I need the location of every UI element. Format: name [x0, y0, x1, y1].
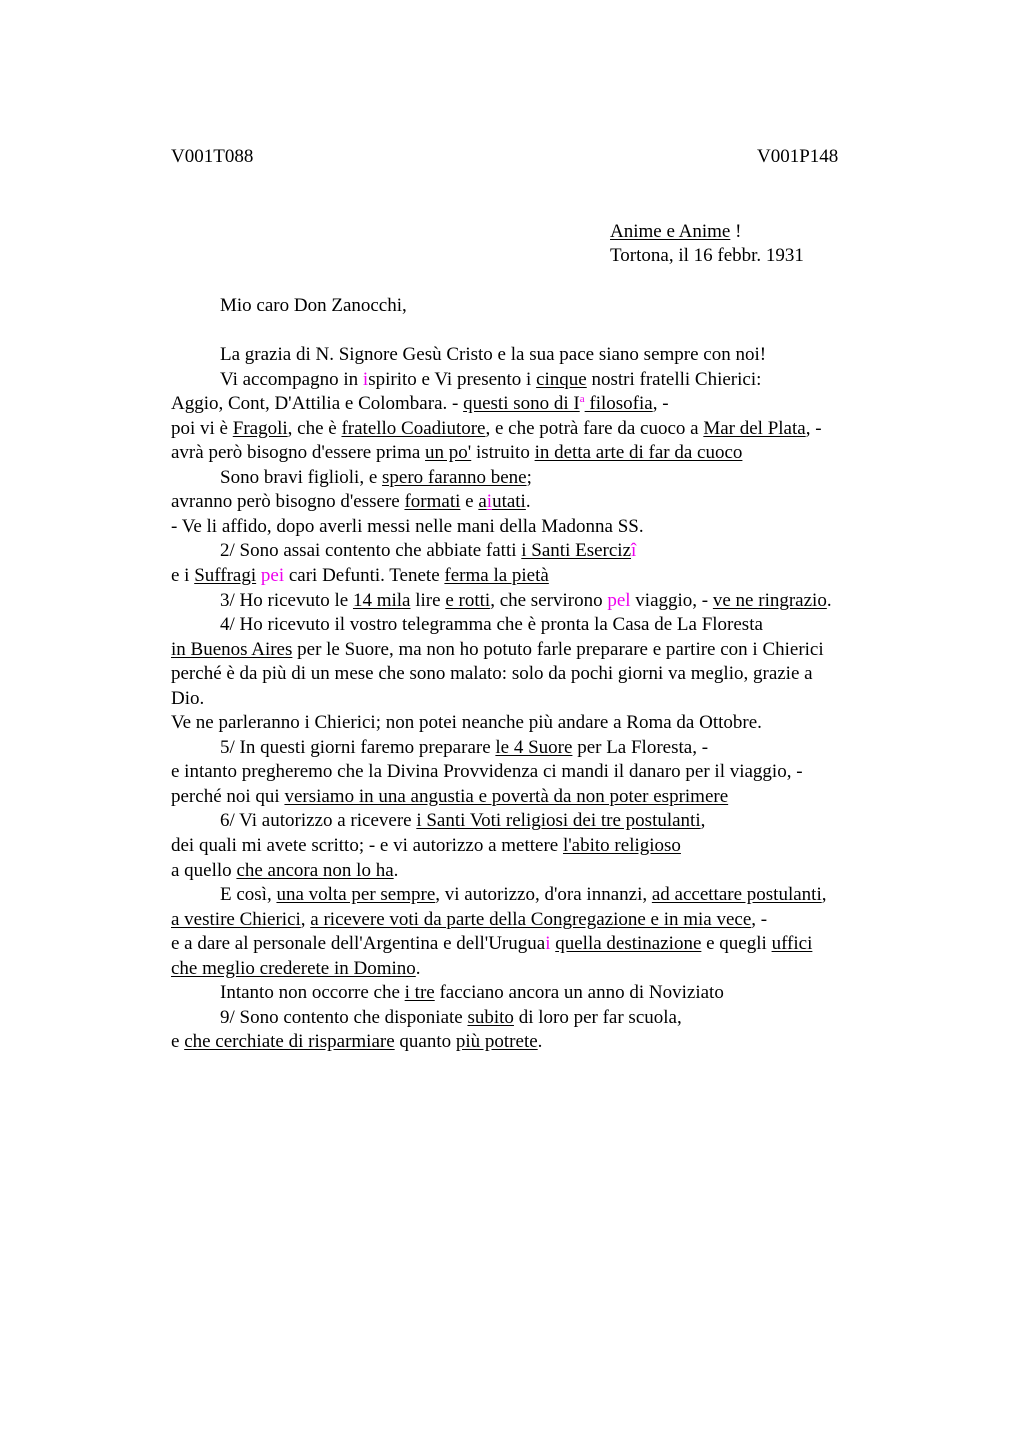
underlined-text: ve ne ringrazio [712, 589, 827, 611]
letter-line [171, 1030, 951, 1055]
line-text: quanto [394, 1031, 456, 1053]
line-text: per La Floresta, - [572, 736, 709, 758]
line-text: Aggio, Cont, D'Attilia e Colombara. - [171, 393, 464, 415]
letter-line [171, 441, 951, 466]
line-text: , - [805, 417, 822, 439]
line-text: spirito e Vi presento i [368, 368, 537, 390]
correction-text: a [579, 393, 585, 406]
line-text: e quegli [701, 933, 772, 955]
line-text: Dio. [171, 687, 205, 709]
letter-heading [610, 220, 804, 269]
underlined-text: una volta per sempre [276, 884, 436, 906]
line-text: 6/ Vi autorizzo a ricevere [220, 810, 417, 832]
correction-text: i [362, 368, 369, 390]
letter-line [171, 564, 951, 589]
line-text: , [821, 884, 827, 906]
line-text: . [826, 589, 832, 611]
letter-line [171, 908, 951, 933]
underlined-text: e rotti [445, 589, 491, 611]
line-text: , [700, 810, 706, 832]
line-text: e [460, 491, 479, 513]
line-text: , vi autorizzo, d'ora innanzi, [435, 884, 652, 906]
line-text: 2/ Sono assai contento che abbiate fatti [220, 540, 522, 562]
place-date: Tortona, il 16 febbr. 1931 [610, 245, 804, 267]
letter-line [171, 539, 951, 564]
letter-line [171, 932, 951, 957]
letter-line [171, 883, 951, 908]
correction-text: i [545, 933, 551, 955]
underlined-text: subito [467, 1006, 514, 1028]
line-text: di loro per far scuola, [513, 1006, 682, 1028]
letter-line [171, 662, 951, 687]
line-text: per le Suore, ma non ho potuto farle preparare e partire con i Chierici [292, 638, 824, 660]
line-text: dei quali mi avete scritto; - e vi autorizzo a mettere [171, 835, 563, 857]
underlined-text: cinque [536, 368, 587, 390]
underlined-text: Fragoli [232, 417, 288, 439]
letter-title [610, 220, 804, 244]
correction-text: pei [260, 565, 285, 587]
line-text: avrà però bisogno d'essere prima [171, 442, 426, 464]
underlined-text: le 4 Suore [495, 736, 573, 758]
line-text: e a dare al personale dell'Argentina e dell'Urugua [171, 933, 546, 955]
line-text: Ve ne parleranno i Chierici; non potei neanche più andare a Roma da Ottobre. [171, 712, 762, 734]
line-text: cari Defunti. Tenete [284, 565, 445, 587]
underlined-text: a vestire Chierici [171, 908, 301, 930]
line-text: perché noi qui [171, 785, 285, 807]
line-text: a quello [171, 859, 237, 881]
underlined-text: in Buenos Aires [171, 638, 293, 660]
letter-line [171, 785, 951, 810]
line-text: 3/ Ho ricevuto le [220, 589, 353, 611]
underlined-text: più potrete [455, 1031, 538, 1053]
line-text: 4/ Ho ricevuto il vostro telegramma che è pronta la Casa de La Floresta [220, 614, 763, 636]
letter-line [171, 736, 951, 761]
underlined-text: formati [404, 491, 461, 513]
line-text: , [300, 908, 311, 930]
line-text: 9/ Sono contento che disponiate [220, 1006, 468, 1028]
line-text: poi vi è [171, 417, 233, 439]
letter-line [171, 343, 951, 368]
letter-line [171, 368, 951, 393]
underlined-text: Suffragi [194, 565, 257, 587]
letter-line [171, 711, 951, 736]
line-text: istruito [471, 442, 535, 464]
line-text: Sono bravi figlioli, e [220, 466, 383, 488]
underlined-text: i tre [404, 982, 435, 1004]
underlined-text: fratello Coadiutore [341, 417, 486, 439]
paragraph-gap [171, 319, 951, 344]
letter-line [171, 981, 951, 1006]
line-text: lire [410, 589, 446, 611]
letter-line [171, 515, 951, 540]
line-text: . [393, 859, 399, 881]
letter-line [171, 809, 951, 834]
line-text: Intanto non occorre che [220, 982, 405, 1004]
line-text: , che servirono [490, 589, 608, 611]
underlined-text: che ancora non lo ha [236, 859, 394, 881]
underlined-text: a [478, 491, 487, 513]
correction-text: i [486, 491, 493, 513]
letter-line [171, 392, 951, 417]
underlined-text: filosofia [584, 393, 653, 415]
line-text: , - [751, 908, 768, 930]
letter-body [171, 294, 951, 1055]
line-text: La grazia di N. Signore Gesù Cristo e la sua pace siano sempre con noi! [220, 344, 767, 366]
line-text: E così, [220, 884, 277, 906]
correction-text: pel [607, 589, 631, 611]
letter-line [171, 417, 951, 442]
letter-line [171, 1006, 951, 1031]
underlined-text: ferma la pietà [444, 565, 549, 587]
letter-line [171, 589, 951, 614]
underlined-text: ad accettare postulanti [651, 884, 822, 906]
line-text: viaggio, - [630, 589, 713, 611]
letter-line [171, 760, 951, 785]
letter-lines [171, 343, 951, 1055]
line-text: , che è [287, 417, 342, 439]
line-text: , - [652, 393, 669, 415]
line-text: avranno però bisogno d'essere [171, 491, 405, 513]
line-text: facciano ancora un anno di Noviziato [434, 982, 724, 1004]
underlined-text: utati [492, 491, 526, 513]
underlined-text: a ricevere voti da parte della Congregazione e in mia vece [310, 908, 752, 930]
line-text: Vi accompagno in [220, 368, 363, 390]
underlined-text: questi sono di I [463, 393, 580, 415]
letter-line [171, 834, 951, 859]
correction-text: î [631, 540, 637, 562]
letter-line [171, 490, 951, 515]
line-text: , e che potrà fare da cuoco a [485, 417, 704, 439]
line-text: . [525, 491, 531, 513]
underlined-text: in detta arte di far da cuoco [534, 442, 743, 464]
underlined-text: uffici [771, 933, 813, 955]
letter-line [171, 638, 951, 663]
letter-line [171, 613, 951, 638]
doc-code-right: V001P148 [757, 146, 839, 167]
line-text: perché è da più di un mese che sono malato: solo da pochi giorni va meglio, grazie a [171, 663, 813, 685]
letter-title-tail: ! [730, 221, 742, 242]
line-text: ; [526, 466, 532, 488]
salutation: Mio caro Don Zanocchi, [220, 295, 407, 316]
letter-line [171, 687, 951, 712]
underlined-text: l'abito religioso [562, 835, 681, 857]
line-text: 5/ In questi giorni faremo preparare [220, 736, 496, 758]
line-text: e i [171, 565, 195, 587]
underlined-text: che cerchiate di risparmiare [184, 1031, 395, 1053]
underlined-text: spero faranno bene [382, 466, 527, 488]
line-text: . [415, 957, 421, 979]
underlined-text: quella destinazione [555, 933, 702, 955]
line-text: nostri fratelli Chierici: [586, 368, 762, 390]
underlined-text: i Santi Voti religiosi dei tre postulanti [416, 810, 701, 832]
underlined-text: i Santi Eserciz [521, 540, 632, 562]
underlined-text: 14 mila [352, 589, 411, 611]
doc-code-left: V001T088 [171, 146, 254, 167]
underlined-text: un po' [425, 442, 472, 464]
underlined-text: Mar del Plata [703, 417, 806, 439]
underlined-text: versiamo in una angustia e povertà da non poter esprimere [284, 785, 729, 807]
underlined-text: che meglio crederete in Domino [171, 957, 416, 979]
letter-line [171, 466, 951, 491]
letter-title-text: Anime e Anime [610, 221, 731, 242]
letter-line [171, 859, 951, 884]
line-text: e intanto pregheremo che la Divina Provvidenza ci mandi il danaro per il viaggio, - [171, 761, 803, 783]
line-text: . [537, 1031, 543, 1053]
line-text: - Ve li affido, dopo averli messi nelle mani della Madonna SS. [171, 515, 644, 537]
line-text: e [171, 1031, 185, 1053]
letter-line [171, 957, 951, 982]
